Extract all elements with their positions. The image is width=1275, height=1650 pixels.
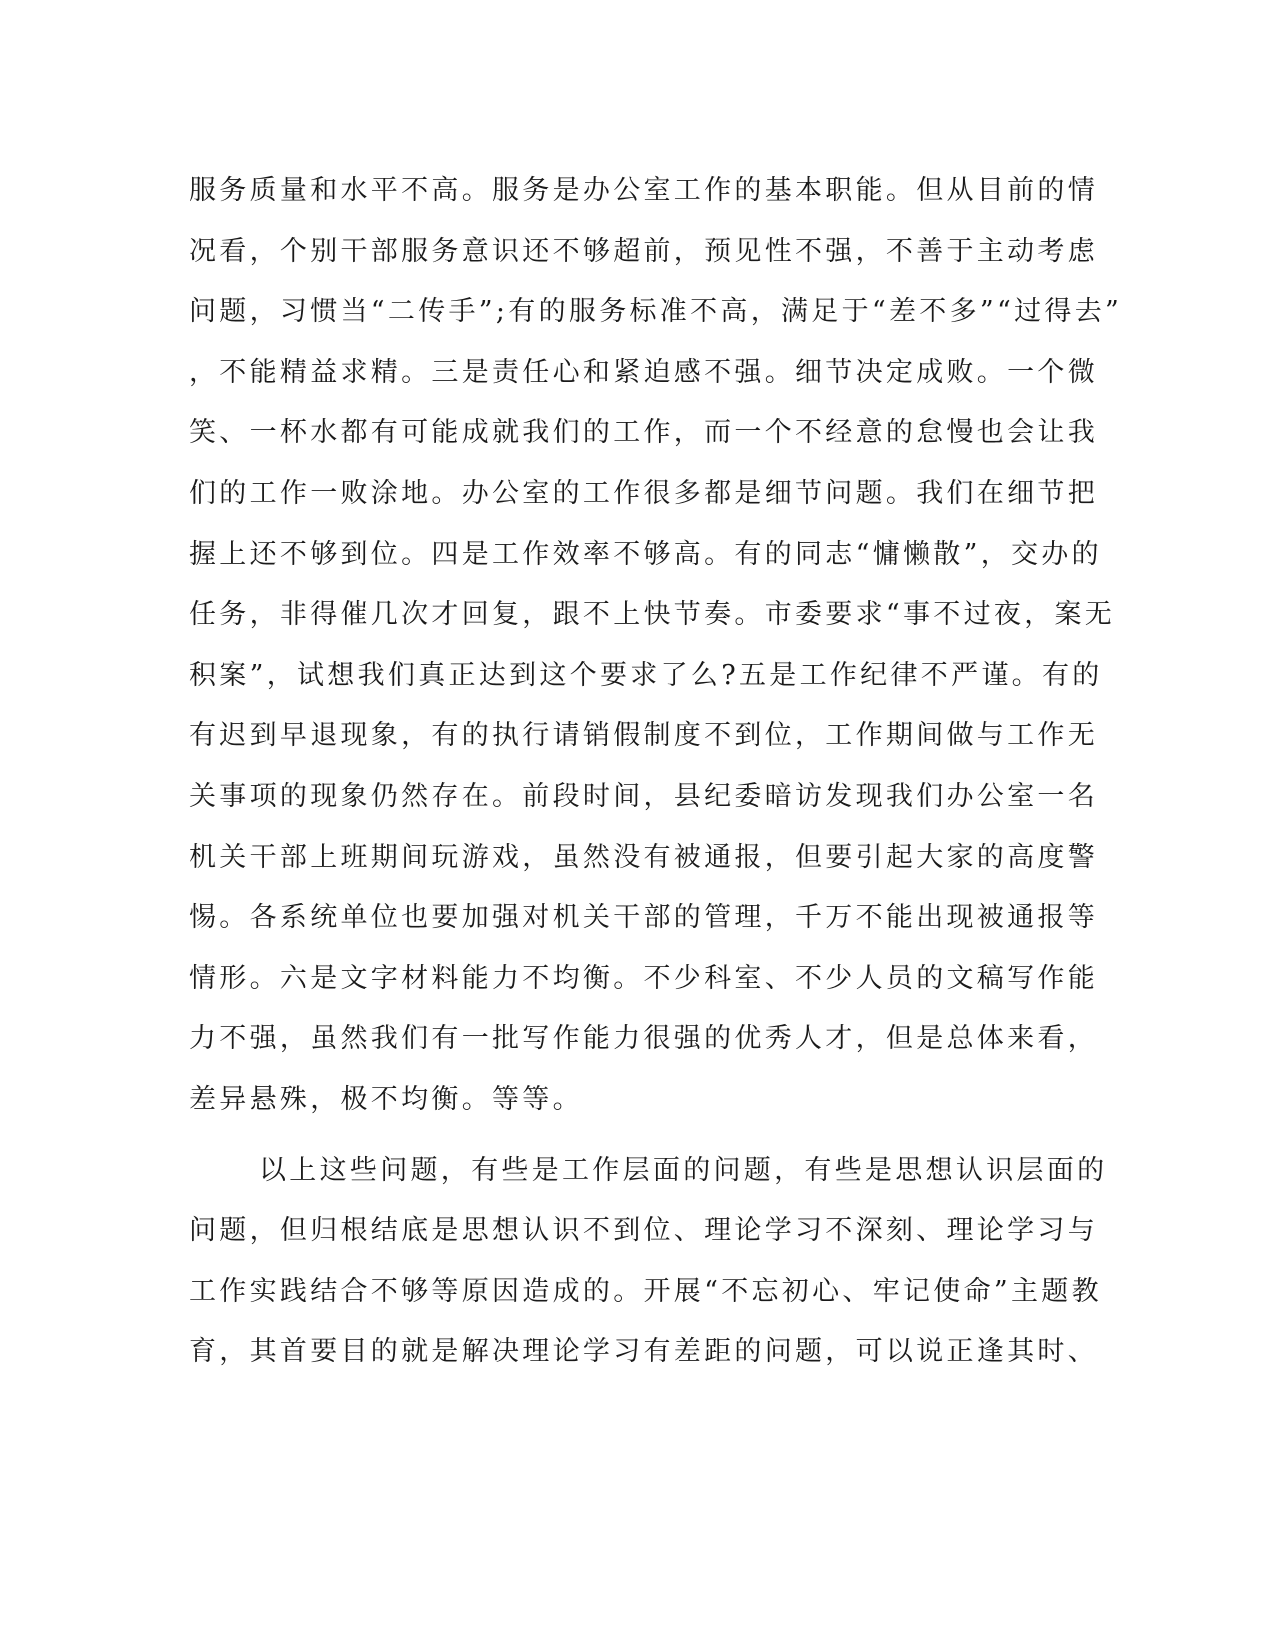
paragraph-spacer (189, 1131, 1079, 1141)
text-line: 况看，个别干部服务意识还不够超前，预见性不强，不善于主动考虑 (189, 235, 1098, 267)
text-line: ，不能精益求精。三是责任心和紧迫感不强。细节决定成败。一个微 (189, 356, 1098, 388)
text-line: 力不强，虽然我们有一批写作能力很强的优秀人才，但是总体来看， (189, 1023, 1098, 1055)
text-line: 握上还不够到位。四是工作效率不够高。有的同志“慵懒散”，交办的 (189, 538, 1102, 570)
text-line-indented: 以上这些问题，有些是工作层面的问题，有些是思想认识层面的 (259, 1154, 1108, 1186)
document-body (189, 161, 1123, 1383)
text-line: 积案”，试想我们真正达到这个要求了么?五是工作纪律不严谨。有的 (189, 659, 1103, 691)
text-line: 惕。各系统单位也要加强对机关干部的管理，千万不能出现被通报等 (189, 902, 1098, 934)
paragraph-2 (189, 1141, 1108, 1383)
text-line: 问题，习惯当“二传手”;有的服务标准不高，满足于“差不多”“过得去” (189, 296, 1123, 328)
paragraph-1 (189, 161, 1123, 1131)
text-line: 育，其首要目的就是解决理论学习有差距的问题，可以说正逢其时、 (189, 1336, 1098, 1368)
text-line: 问题，但归根结底是思想认识不到位、理论学习不深刻、理论学习与 (189, 1215, 1098, 1247)
text-line: 工作实践结合不够等原因造成的。开展“不忘初心、牢记使命”主题教 (189, 1275, 1102, 1307)
text-line: 们的工作一败涂地。办公室的工作很多都是细节问题。我们在细节把 (189, 477, 1098, 509)
text-line: 情形。六是文字材料能力不均衡。不少科室、不少人员的文稿写作能 (189, 962, 1098, 994)
text-line: 笑、一杯水都有可能成就我们的工作，而一个不经意的怠慢也会让我 (189, 417, 1098, 449)
text-line: 机关干部上班期间玩游戏，虽然没有被通报，但要引起大家的高度警 (189, 841, 1098, 873)
text-line: 有迟到早退现象，有的执行请销假制度不到位，工作期间做与工作无 (189, 720, 1098, 752)
text-line: 关事项的现象仍然存在。前段时间，县纪委暗访发现我们办公室一名 (189, 780, 1098, 812)
text-line: 服务质量和水平不高。服务是办公室工作的基本职能。但从目前的情 (189, 175, 1098, 206)
text-line: 任务，非得催几次才回复，跟不上快节奏。市委要求“事不过夜，案无 (189, 599, 1116, 631)
text-line: 差异悬殊，极不均衡。等等。 (189, 1083, 583, 1115)
